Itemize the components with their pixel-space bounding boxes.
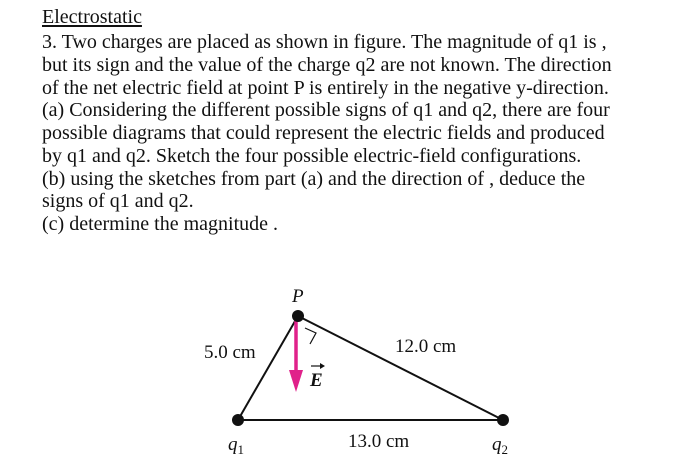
- charge-q1-subscript: 1: [237, 442, 244, 457]
- charge-q1-dot: [232, 414, 244, 426]
- charge-q2-subscript: 2: [501, 442, 508, 457]
- section-heading: Electrostatic: [42, 6, 142, 28]
- side-left-length-label: 5.0 cm: [204, 342, 256, 363]
- point-p-dot: [292, 310, 304, 322]
- side-q1-p: [238, 316, 298, 420]
- charge-q2-dot: [497, 414, 509, 426]
- charge-q2-letter: q: [492, 434, 502, 455]
- point-p-label: P: [292, 286, 304, 307]
- charge-q1-label: [228, 434, 244, 457]
- vector-arrow-icon: [311, 363, 325, 369]
- problem-line: of the net electric field at point P is entirely in the negative y-direction.: [42, 76, 609, 99]
- side-bottom-length-label: 13.0 cm: [348, 431, 410, 452]
- problem-line: signs of q1 and q2.: [42, 190, 194, 213]
- problem-line: but its sign and the value of the charge q2 are not known. The direction: [42, 53, 612, 76]
- problem-line: 3. Two charges are placed as shown in figure. The magnitude of q1 is ,: [42, 31, 607, 53]
- right-angle-marker: [305, 328, 316, 344]
- side-right-length-label: 12.0 cm: [395, 336, 457, 357]
- problem-line: possible diagrams that could represent the electric fields and produced: [42, 122, 605, 144]
- problem-line: (a) Considering the different possible signs of q1 and q2, there are four: [42, 99, 610, 122]
- problem-line: (c) determine the magnitude .: [42, 213, 279, 235]
- problem-line: (b) using the sketches from part (a) and the direction of , deduce the: [42, 167, 586, 190]
- side-p-q2: [298, 316, 503, 420]
- field-e-label: E: [310, 370, 323, 391]
- charge-q2-label: [492, 434, 508, 457]
- electric-field-arrow-head: [289, 370, 303, 392]
- charge-q1-letter: q: [228, 434, 238, 455]
- problem-line: by q1 and q2. Sketch the four possible electric-field configurations.: [42, 144, 582, 167]
